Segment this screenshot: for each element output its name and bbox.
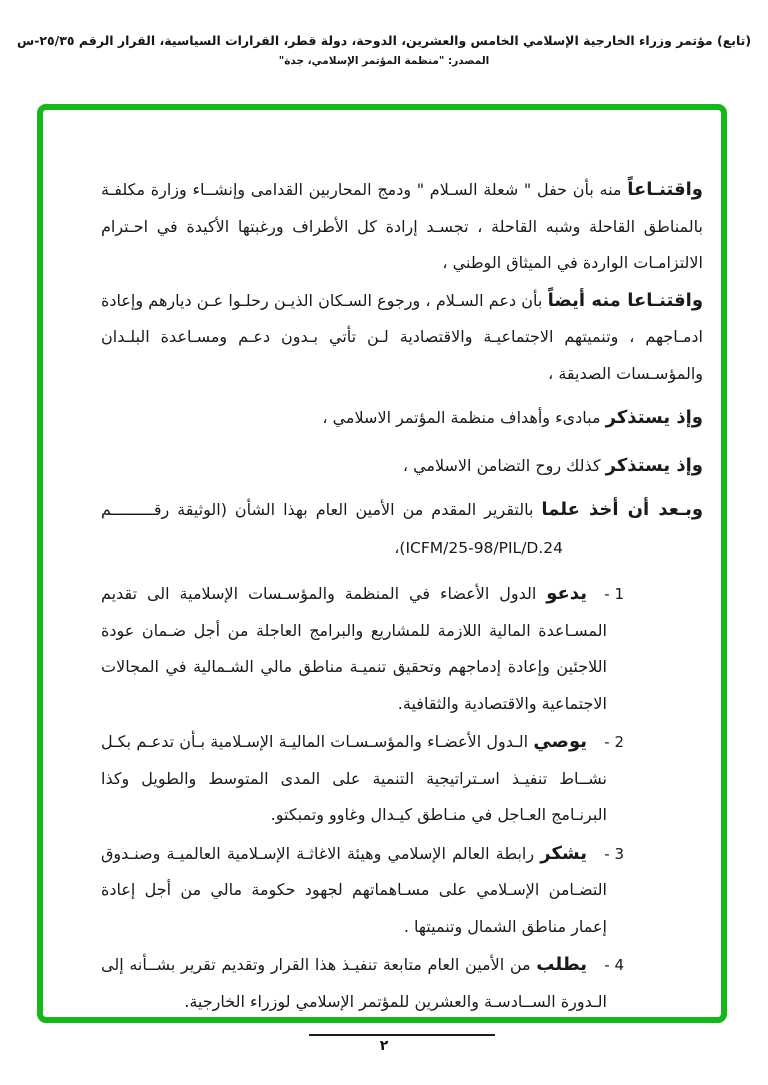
item-text-2: الـدول الأعضـاء والمؤسـسـات الماليـة الإسـلامية بـأن تدعـم بكـل نشــاط تنفيـذ اسـتراتيجية التنمية على المدى المتوسط والطويل وكذا البرنـامج العـاجل في منـاطق كيـدال وغاوو وتمبكتو.: [101, 732, 607, 824]
item-number-3: 3 -: [604, 844, 624, 863]
end-separator-line: [309, 1034, 495, 1036]
item-body-1: [101, 576, 607, 722]
preamble-paragraph-5: [101, 492, 703, 529]
preamble-text-3: مبادىء وأهداف منظمة المؤتمر الاسلامي ،: [322, 408, 606, 427]
preamble-lead-3: وإذ يستذكر: [605, 407, 703, 428]
item-number-2: 2 -: [604, 733, 624, 751]
item-verb-1: يدعو: [546, 583, 587, 604]
preamble-text-4: كذلك روح التضامن الاسلامي ،: [402, 455, 606, 475]
preamble-lead-2: واقتنـاعا منه أيضاً: [547, 289, 704, 311]
item-body-2: [101, 724, 607, 834]
resolution-item-2: [101, 724, 624, 834]
preamble-lead-1: واقتنـاعاً: [627, 179, 703, 200]
preamble-paragraph-1: [101, 172, 703, 282]
preamble-paragraph-4: [101, 448, 703, 485]
item-verb-2: يوصي: [533, 731, 587, 752]
document-frame: [37, 104, 727, 1023]
preamble-paragraph-3: [101, 400, 703, 437]
resolution-item-4: [101, 947, 624, 1020]
header-citation-line: (تابع) مؤتمر وزراء الخارجية الإسلامي الخامس والعشرين، الدوحة، دولة قطر، القرارات السياسية، القرار الرقم ٢٥/٣٥-س: [16, 33, 752, 48]
preamble-text-2: بأن دعم السـلام ، ورجوع السـكان الذيـن رحلـوا عـن ديارهم وإعادة ادمـاجهم ، وتنميتهم الاجتماعيـة والاقتصادية لـن تأتي بـدون دعـم ومسـاعدة البلـدان والمؤسـسات الصديقة ،: [101, 290, 703, 383]
preamble-lead-5: وبـعد أن أخذ علما: [541, 499, 704, 520]
preamble-text-5: بالتقرير المقدم من الأمين العام بهذا الشأن (الوثيقة رقـــــــــم: [101, 500, 542, 519]
item-text-3: رابطة العالم الإسلامي وهيئة الاغاثـة الإسـلامية العالميـة وصنـدوق التضـامن الإسـلامي على مسـاهماتهم لجهود حكومة مالي من أجل إعادة إعمار مناطق الشمال وتنميتها .: [101, 843, 607, 936]
header-source-line: المصدر: "منظمة المؤتمر الإسلامي، جدة": [278, 55, 490, 67]
preamble-lead-4: وإذ يستذكر: [605, 454, 703, 476]
document-reference: ICFM/25-98/PIL/D.24)،: [394, 538, 563, 557]
resolution-item-3: [101, 836, 624, 946]
resolution-items: [101, 576, 703, 1020]
item-verb-4: يطلب: [536, 954, 587, 975]
page-number: ٢: [379, 1038, 389, 1054]
preamble-paragraph-2: [101, 283, 703, 393]
item-body-3: [101, 836, 607, 946]
item-text-4: من الأمين العام متابعة تنفيـذ هذا القرار وتقديم تقرير بشــأنه إلى الـدورة الســادسـة والعشرين للمؤتمر الإسلامي لوزراء الخارجية.: [101, 955, 607, 1011]
item-number-1: 1 -: [604, 585, 624, 603]
resolution-item-1: [101, 576, 624, 722]
page-header: [0, 33, 768, 67]
item-body-4: [101, 947, 607, 1020]
item-text-1: الدول الأعضاء في المنظمة والمؤسـسات الإسلامية الى تقديم المسـاعدة المالية اللازمة للمشاريع والبرامج العاجلة من أجل ضـمان عودة اللاجئين وإعادة إدماجهم وتحقيق تنميـة مناطق مالي الشـمالية في المجالات الاجتماعية والاقتصادية والثقافية.: [101, 584, 607, 713]
document-content: [43, 110, 721, 1017]
item-number-4: 4 -: [604, 956, 624, 974]
item-verb-3: يشكر: [540, 842, 587, 864]
preamble-text-1: منه بأن حفل " شعلة السـلام " ودمج المحاربين القدامى وإنشــاء وزارة مكلفـة بالمناطق القاحلة وشبه القاحلة ، تجسـد إرادة كل الأطراف ورغبتها الأكيدة في احـترام الالتزامـات الواردة في الميثاق الوطني ،: [101, 180, 703, 272]
